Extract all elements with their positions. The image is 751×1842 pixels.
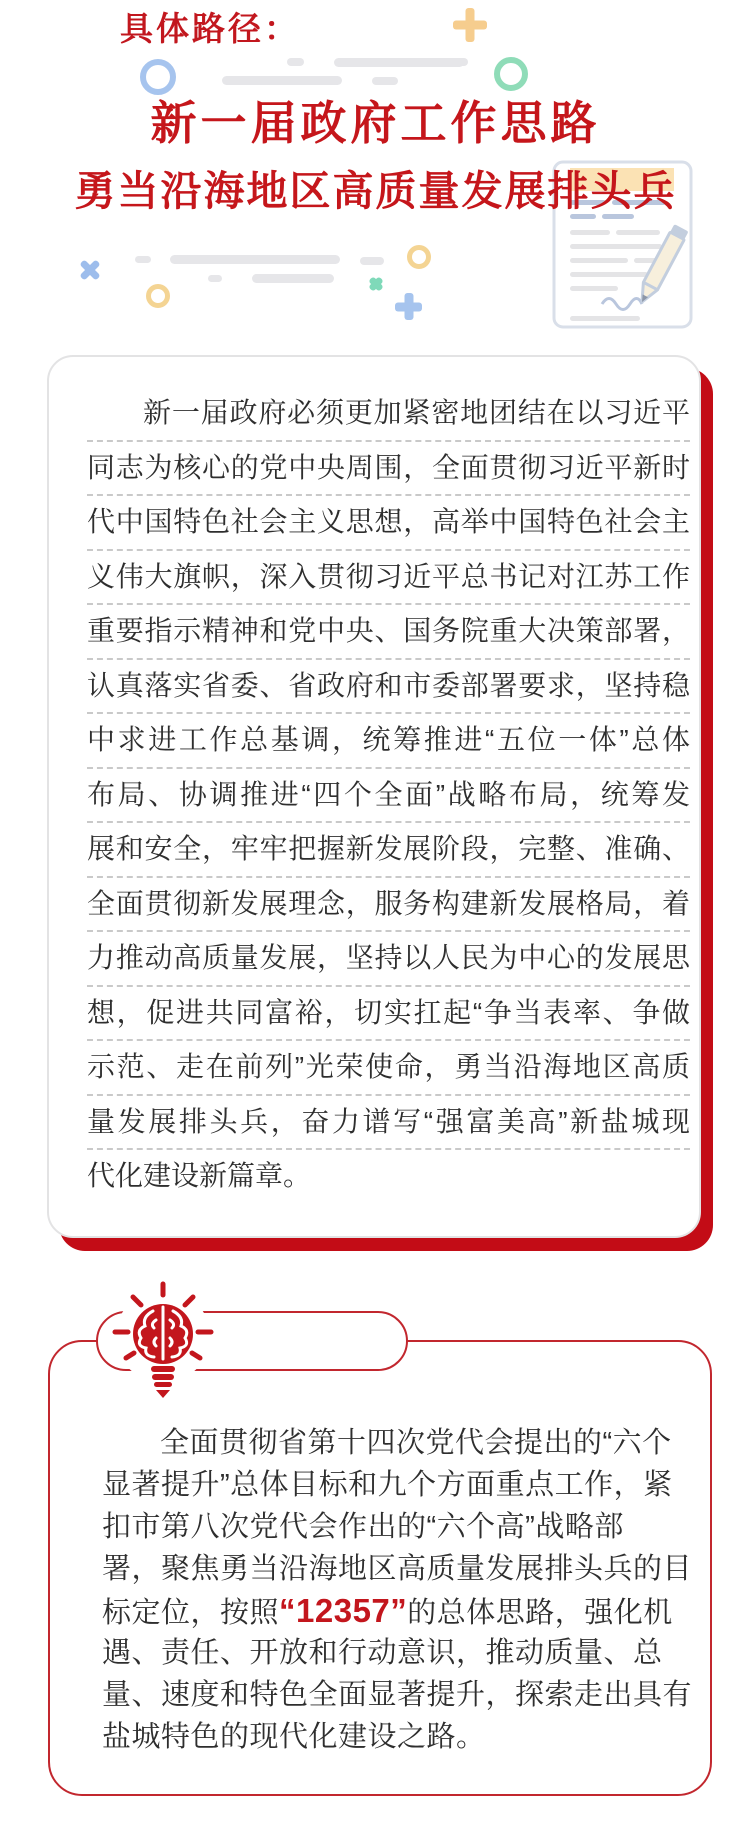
text-segment: 代化建设新篇章。 — [87, 1160, 312, 1191]
text-segment: 布局、协调推进“四个全面”战略布局，统筹发 — [87, 778, 690, 810]
text-segment: 示范、走在前列”光荣使命，勇当沿海地区高质 — [87, 1051, 690, 1082]
circle-icon — [494, 57, 528, 91]
dash-icon — [170, 255, 340, 264]
text-segment: 同志为核心的党中央周围，全面贯彻习近平新时 — [87, 451, 690, 483]
text-segment: 新一届政府必须更加紧密地团结在以习近平 — [143, 397, 690, 428]
text-line — [87, 496, 690, 551]
dash-icon — [222, 76, 342, 85]
text-line — [102, 1464, 686, 1506]
text-segment: 代中国特色社会主义思想，高举中国特色社会主 — [87, 506, 690, 537]
dash-icon — [208, 275, 222, 282]
text-segment: 扣市第八次党代会作出的“六个高”战略部 — [102, 1511, 624, 1543]
text-line — [102, 1716, 686, 1758]
x-icon — [368, 276, 383, 291]
text-line — [87, 1096, 690, 1151]
text-line — [87, 605, 690, 660]
dash-icon — [372, 77, 398, 85]
text-line — [102, 1506, 686, 1548]
text-segment: 展和安全，牢牢把握新发展阶段，完整、准确、 — [87, 833, 690, 864]
circle-icon — [140, 59, 176, 95]
text-segment: 全面贯彻省第十四次党代会提出的“六个 — [160, 1427, 672, 1459]
text-segment: 量、速度和特色全面显著提升，探索走出具有 — [102, 1679, 693, 1711]
text-segment: 标定位，按照 — [102, 1597, 280, 1629]
text-segment: 显著提升”总体目标和九个方面重点工作，紧 — [102, 1469, 673, 1501]
text-segment: 的总体思路，强化机 — [407, 1597, 673, 1629]
text-line — [87, 987, 690, 1042]
text-line — [87, 442, 690, 497]
text-segment: 重要指示精神和党中央、国务院重大决策部署， — [87, 615, 690, 646]
text-segment: 认真落实省委、省政府和市委部署要求，坚持稳 — [87, 669, 690, 701]
intro-card — [47, 355, 701, 1238]
intro-paragraph — [49, 357, 699, 1203]
highlight-number: “12357” — [279, 1592, 408, 1629]
text-line — [102, 1548, 693, 1590]
text-segment: 想，促进共同富裕，切实扛起“争当表率、争做 — [87, 996, 690, 1028]
plus-icon — [395, 293, 422, 320]
text-line — [87, 878, 690, 933]
text-segment: 量发展排头兵，奋力谱写“强富美高”新盐城现 — [87, 1105, 690, 1137]
text-line — [87, 932, 690, 987]
dash-icon — [444, 58, 468, 66]
text-segment: 盐城特色的现代化建设之路。 — [102, 1721, 486, 1753]
text-segment: 力推动高质量发展，坚持以人民为中心的发展思 — [87, 942, 690, 973]
text-line — [87, 769, 690, 824]
text-line — [87, 823, 690, 878]
text-line — [87, 387, 690, 442]
text-line — [102, 1632, 686, 1674]
lightbulb-brain-icon — [108, 1280, 218, 1411]
page-subtitle: 勇当沿海地区高质量发展排头兵 — [74, 168, 677, 214]
dash-icon — [360, 257, 384, 265]
text-line — [87, 1041, 690, 1096]
section-badge-label: 具体路径： — [120, 10, 300, 47]
text-line — [102, 1674, 693, 1716]
text-line — [87, 551, 690, 606]
text-segment: 遇、责任、开放和行动意识，推动质量、总 — [102, 1637, 663, 1669]
text-line — [87, 714, 690, 769]
page-title: 新一届政府工作思路 — [150, 97, 601, 149]
circle-icon — [407, 245, 431, 269]
x-icon — [78, 258, 101, 281]
plus-icon — [453, 8, 487, 42]
text-line — [87, 1150, 690, 1203]
text-line — [87, 660, 690, 715]
dash-icon — [252, 274, 334, 283]
text-line — [102, 1590, 686, 1632]
text-segment: 中求进工作总基调，统筹推进“五位一体”总体 — [87, 724, 690, 755]
text-segment: 署，聚焦勇当沿海地区高质量发展排头兵的目 — [102, 1553, 693, 1585]
text-segment: 义伟大旗帜，深入贯彻习近平总书记对江苏工作 — [87, 560, 690, 592]
text-line — [102, 1422, 686, 1464]
dash-icon — [135, 256, 151, 263]
circle-icon — [146, 284, 170, 308]
text-segment: 全面贯彻新发展理念，服务构建新发展格局，着 — [87, 887, 690, 919]
